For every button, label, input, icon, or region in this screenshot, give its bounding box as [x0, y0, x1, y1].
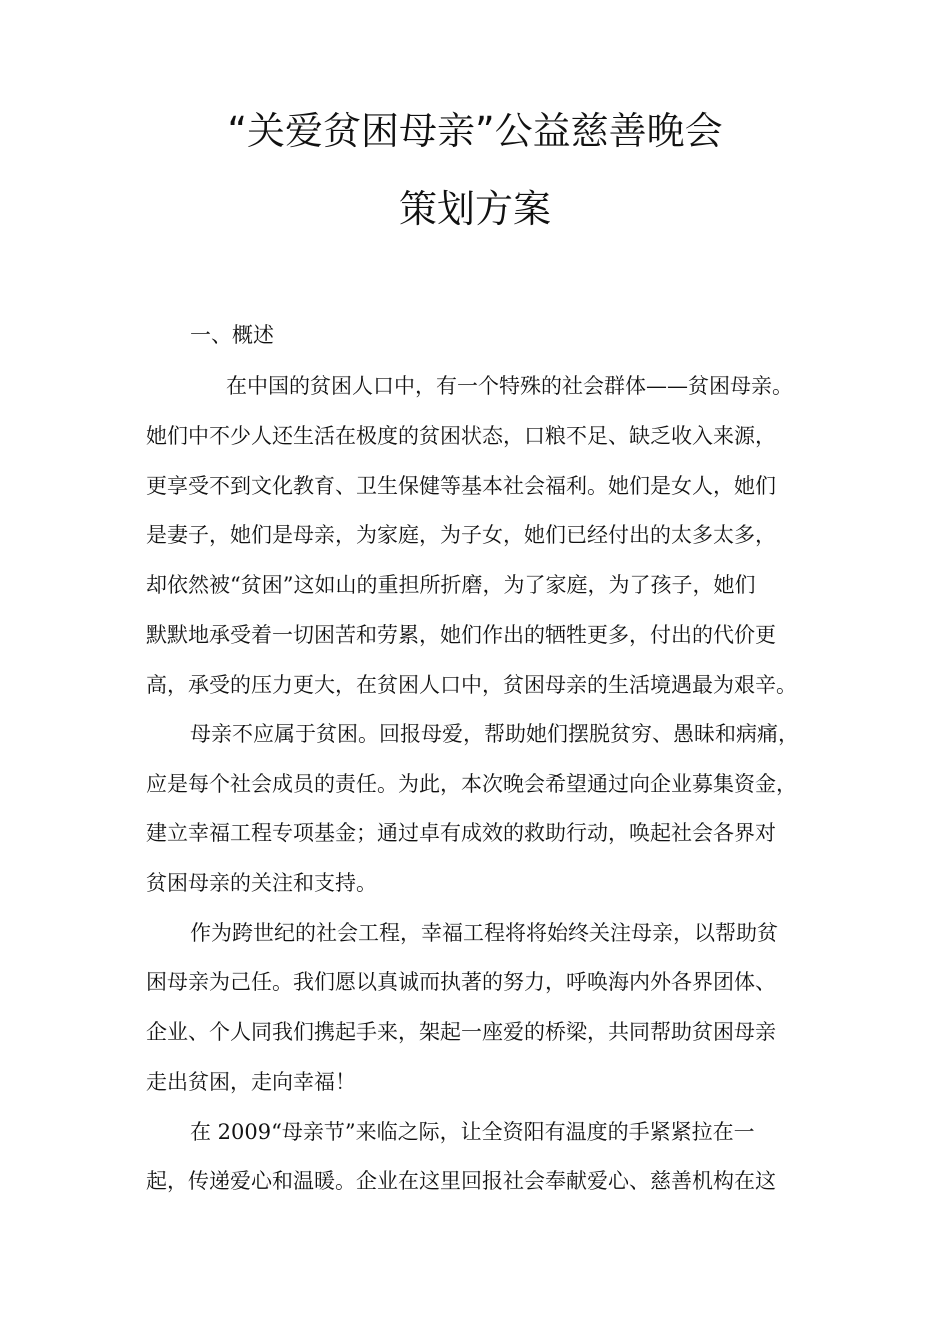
paragraph-line: 企业、个人同我们携起手来，架起一座爱的桥梁，共同帮助贫困母亲 [146, 1020, 776, 1044]
paragraph-line: 在中国的贫困人口中，有一个特殊的社会群体——贫困母亲。 [226, 374, 793, 398]
paragraph-line: 却依然被“贫困”这如山的重担所折磨，为了家庭，为了孩子，她们 [146, 573, 756, 597]
paragraph-line: 默默地承受着一切困苦和劳累，她们作出的牺牲更多，付出的代价更 [146, 623, 776, 647]
paragraph-line: 作为跨世纪的社会工程，幸福工程将将始终关注母亲，以帮助贫 [190, 921, 778, 945]
paragraph-line: 走出贫困，走向幸福！ [146, 1070, 356, 1094]
paragraph-line: 是妻子，她们是母亲，为家庭，为子女，她们已经付出的太多太多， [146, 523, 776, 547]
paragraph-line: 贫困母亲的关注和支持。 [146, 871, 377, 895]
paragraph-line: 在 2009“母亲节”来临之际，让全资阳有温度的手紧紧拉在一 [190, 1120, 755, 1144]
document-title-line-1: “关爱贫困母亲”公益慈善晚会 [227, 109, 723, 153]
section-heading: 一、概述 [190, 323, 274, 347]
paragraph-line: 她们中不少人还生活在极度的贫困状态，口粮不足、缺乏收入来源， [146, 424, 776, 448]
paragraph-line: 更享受不到文化教育、卫生保健等基本社会福利。她们是女人，她们 [146, 474, 776, 498]
paragraph-line: 应是每个社会成员的责任。为此，本次晚会希望通过向企业募集资金， [146, 772, 797, 796]
document-title-line-2: 策划方案 [398, 187, 551, 231]
paragraph-line: 高，承受的压力更大，在贫困人口中，贫困母亲的生活境遇最为艰辛。 [146, 673, 797, 697]
paragraph-line: 母亲不应属于贫困。回报母爱，帮助她们摆脱贫穷、愚昧和病痛， [190, 722, 799, 746]
paragraph-line: 起，传递爱心和温暖。企业在这里回报社会奉献爱心、慈善机构在这 [146, 1169, 776, 1193]
paragraph-line: 建立幸福工程专项基金；通过卓有成效的救助行动，唤起社会各界对 [146, 821, 776, 845]
paragraph-line: 困母亲为己任。我们愿以真诚而执著的努力，呼唤海内外各界团体、 [146, 970, 776, 994]
